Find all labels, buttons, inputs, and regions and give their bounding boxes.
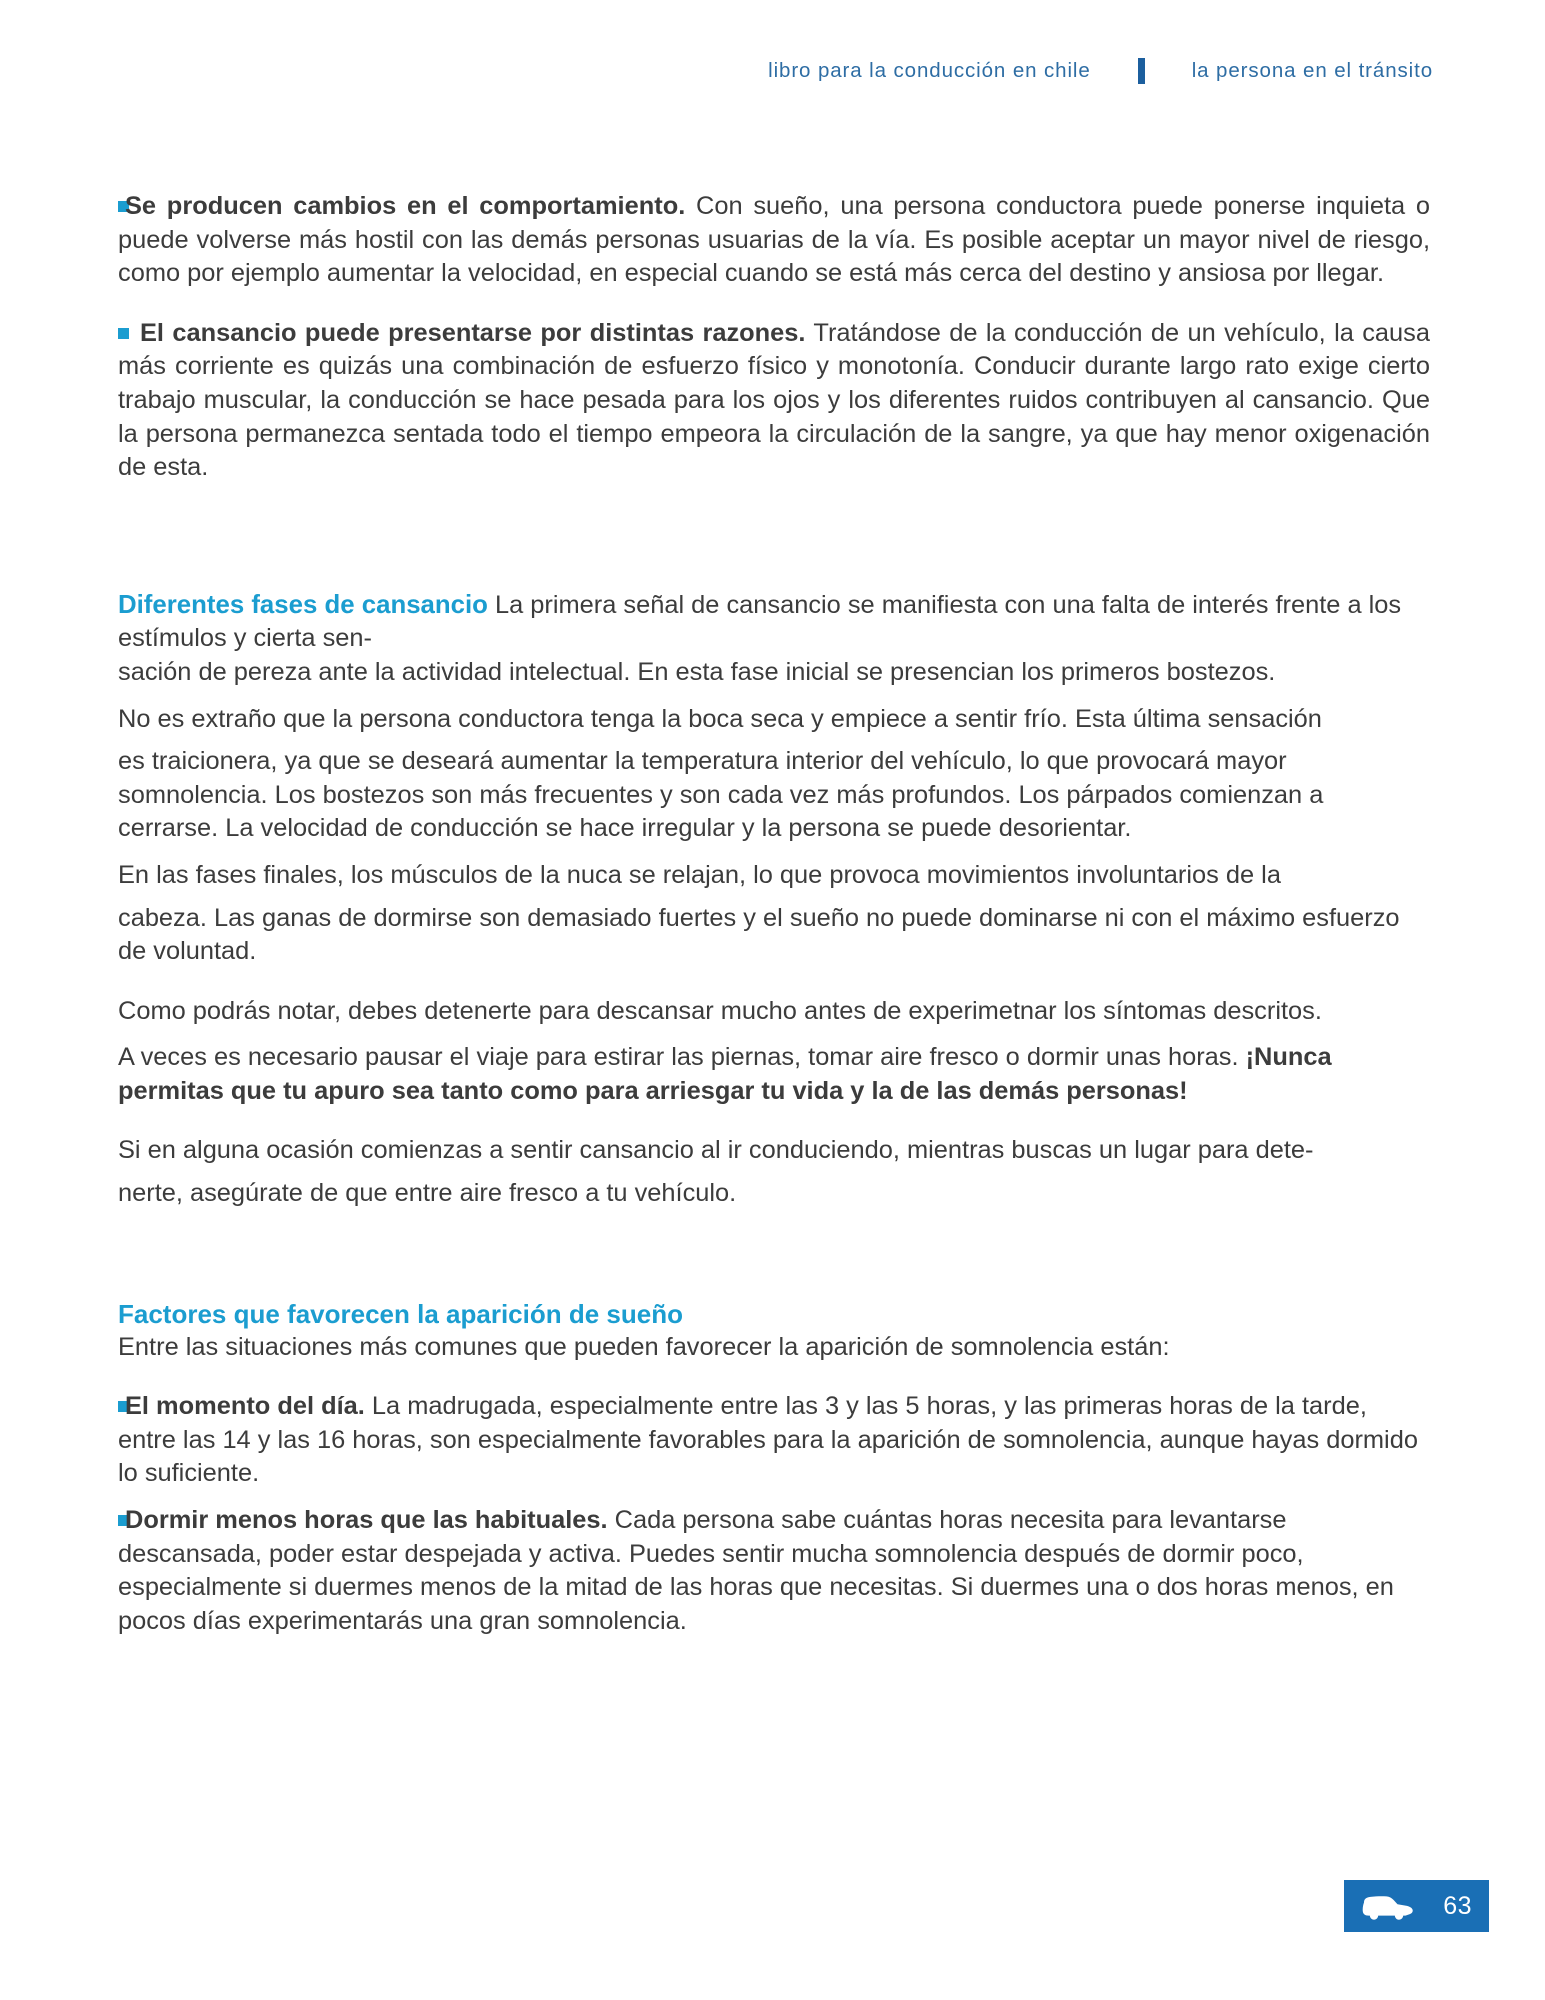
bullet-text: La madrugada, especialmente entre las 3 y las 5 horas, y las primeras horas de la tarde, entre las 14 y las 16 horas, son especialmente favorables para la aparición de somnolencia, aunque hayas dormido lo suficiente. [118,1392,1418,1488]
bullet-lead-in: Se producen cambios en el comportamiento. [125,192,686,220]
bullet-lead-in: El cansancio puede presentarse por distintas razones. [140,318,806,347]
paragraph-rest: es traicionera, ya que se deseará aumentar la temperatura interior del vehículo, lo que provocará mayor somnolencia. Los bostezos son más frecuentes y son cada vez más profundos. Los párpados comienzan a cerrarse. La velocidad de conducción se hace irregular y la persona se puede desorientar. [118,747,1324,843]
section-heading-fases: Diferentes fases de cansancio [118,590,488,619]
section-factores-intro: Entre las situaciones más comunes que pueden favorecer la aparición de somnolencia están: [118,1332,1170,1361]
header-chapter-title: la persona en el tránsito [1191,59,1433,82]
section-fases-intro [118,589,1430,656]
car-icon [1358,1893,1414,1920]
bullet-lead-in: El momento del día. [125,1392,365,1421]
article-body [118,190,1430,1638]
paragraph-text: A veces es necesario pausar el viaje para estirar las piernas, tomar aire fresco o dormir unas horas. [118,1043,1246,1072]
section-heading-factores: Factores que favorecen la aparición de sueño [118,1298,683,1329]
paragraph-boca-seca [118,703,1430,846]
page-header [0,58,1433,84]
paragraph-emphasis: ¡Nunca permitas que tu apuro sea tanto como para arriesgar tu vida y la de las demás personas! [118,1043,1332,1105]
paragraph-fases-finales [118,859,1430,969]
vertical-bar-icon [1138,58,1145,84]
bullet-text: Tratándose de la conducción de un vehículo, la causa más corriente es quizás una combinación de esfuerzo físico y monotonía. Conducir durante largo rato exige cierto trabajo muscular, la conducción se hace pesada para los ojos y los diferentes ruidos contribuyen al cansancio. Que la persona permanezca sentada todo el tiempo empeora la circulación de la sangre, ya que hay menor oxigenación de esta. [118,318,1430,482]
paragraph-pausar-viaje [118,1041,1430,1108]
bullet-item-momento-del-dia [118,1390,1430,1491]
bullet-item-behavior-changes [118,190,1430,291]
paragraph-first-line: Si en alguna ocasión comienzas a sentir cansancio al ir conduciendo, mientras buscas un lugar para dete- [118,1136,1314,1165]
bullet-text: Con sueño, una persona conductora puede ponerse inquieta o puede volverse más hostil con las demás personas usuarias de la vía. Es posible aceptar un mayor nivel de riesgo, como por ejemplo aumentar la velocidad, en especial cuando se está más cerca del destino y ansiosa por llegar. [118,192,1430,288]
page-number-badge [1344,1880,1489,1932]
paragraph-first-line: En las fases finales, los músculos de la nuca se relajan, lo que provoca movimientos involuntarios de la [118,860,1281,889]
paragraph-aire-fresco [118,1134,1430,1210]
bullet-text: Cada persona sabe cuántas horas necesita para levantarse descansada, poder estar despejada y activa. Puedes sentir mucha somnolencia después de dormir poco, especialmente si duermes menos de la mitad de las horas que necesitas. Si duermes una o dos horas menos, en pocos días experimentarás una gran somnolencia. [118,1506,1394,1635]
paragraph-first-line: No es extraño que la persona conductora tenga la boca seca y empiece a sentir frío. Esta última sensación [118,704,1322,733]
bullet-item-fatigue-reasons [118,317,1430,485]
paragraph-como-podras-notar: Como podrás notar, debes detenerte para descansar mucho antes de experimetnar los síntomas descritos. [118,996,1322,1025]
header-book-title: libro para la conducción en chile [768,59,1091,82]
page-number: 63 [1443,1891,1472,1920]
paragraph-rest: cabeza. Las ganas de dormirse son demasiado fuertes y el sueño no puede dominarse ni con el máximo esfuerzo de voluntad. [118,903,1400,966]
section-fases-line2: sación de pereza ante la actividad intelectual. En esta fase inicial se presencian los primeros bostezos. [118,657,1276,686]
square-bullet-icon [118,328,129,339]
bullet-item-dormir-menos [118,1504,1430,1638]
paragraph-rest: nerte, asegúrate de que entre aire fresco a tu vehículo. [118,1179,737,1208]
bullet-lead-in: Dormir menos horas que las habituales. [125,1506,608,1535]
section-intro-line1: La primera señal de cansancio se manifiesta con una falta de interés frente a los estímulos y cierta sen- [118,590,1402,653]
